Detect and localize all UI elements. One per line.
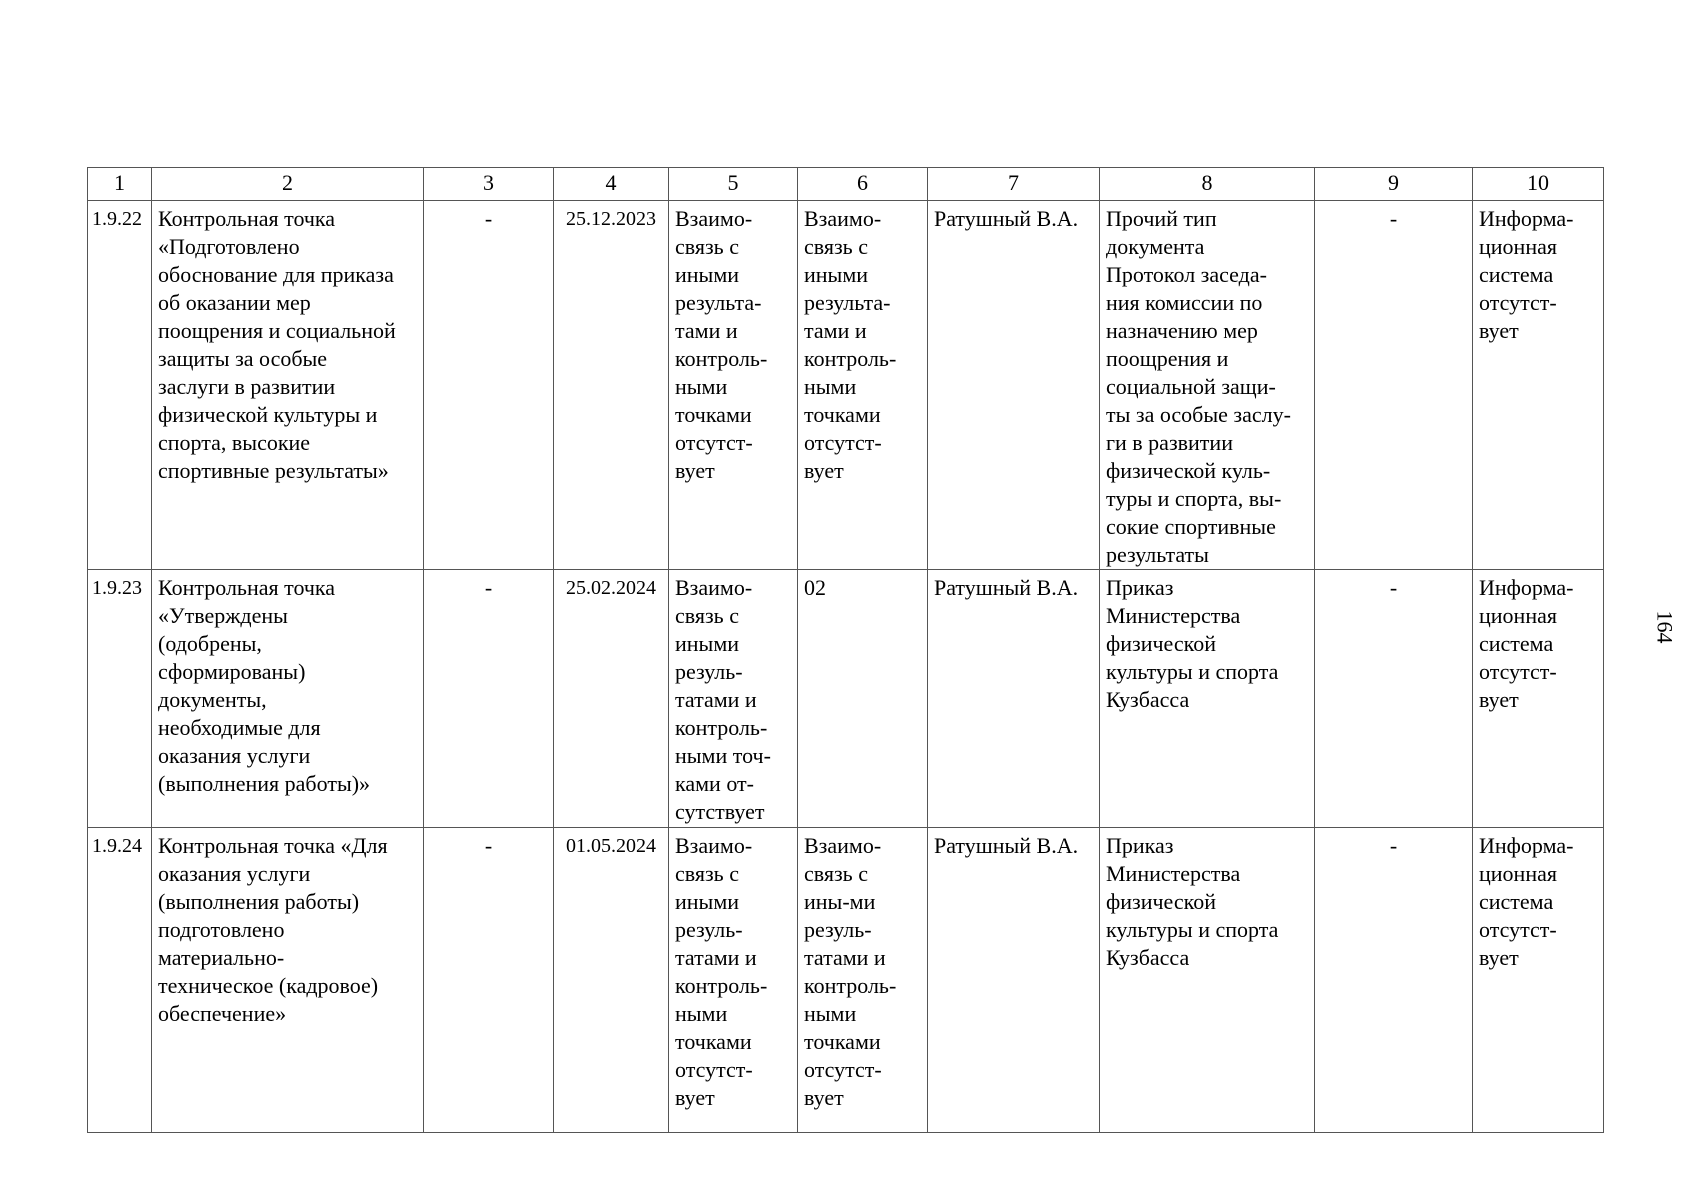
header-row <box>88 168 1604 201</box>
column-header-8: 8 <box>1100 168 1315 201</box>
row-number: 1.9.23 <box>88 570 152 828</box>
table-row <box>88 201 1604 570</box>
document-type: Приказ Министерства физической культуры и спорта Кузбасса <box>1100 570 1315 828</box>
document-type: Приказ Министерства физической культуры и спорта Кузбасса <box>1100 828 1315 1133</box>
cell-col9: - <box>1315 828 1473 1133</box>
column-header-10: 10 <box>1473 168 1604 201</box>
control-point-name: Контрольная точка «Подготовлено обоснование для приказа об оказании мер поощрения и социальной защиты за особые заслуги в развитии физической культуры и спорта, высокие спортивные результаты» <box>152 201 424 570</box>
cell-col6: 02 <box>798 570 928 828</box>
deadline-date: 25.02.2024 <box>554 570 669 828</box>
column-header-2: 2 <box>152 168 424 201</box>
row-number: 1.9.24 <box>88 828 152 1133</box>
responsible-person: Ратушный В.А. <box>928 570 1100 828</box>
control-point-name: Контрольная точка «Для оказания услуги (выполнения работы) подготовлено материально- техническое (кадровое) обеспечение» <box>152 828 424 1133</box>
row-number: 1.9.22 <box>88 201 152 570</box>
column-header-7: 7 <box>928 168 1100 201</box>
cell-col6: Взаимо- связь с ины-ми резуль- татами и контроль- ными точками отсутст- вует <box>798 828 928 1133</box>
cell-col5: Взаимо- связь с иными результа- тами и контроль- ными точками отсутст- вует <box>669 201 798 570</box>
cell-col6: Взаимо- связь с иными результа- тами и контроль- ными точками отсутст- вует <box>798 201 928 570</box>
column-header-6: 6 <box>798 168 928 201</box>
cell-col9: - <box>1315 570 1473 828</box>
information-system: Информа- ционная система отсутст- вует <box>1473 570 1604 828</box>
cell-col5: Взаимо- связь с иными резуль- татами и контроль- ными точ- ками от- сутствует <box>669 570 798 828</box>
column-header-3: 3 <box>424 168 554 201</box>
cell-col9: - <box>1315 201 1473 570</box>
document-type: Прочий тип документа Протокол заседа- ния комиссии по назначению мер поощрения и социальной защи- ты за особые заслу- ги в развитии физической куль- туры и спорта, вы- сокие спортивные результаты <box>1100 201 1315 570</box>
responsible-person: Ратушный В.А. <box>928 828 1100 1133</box>
column-header-1: 1 <box>88 168 152 201</box>
table-row <box>88 570 1604 828</box>
cell-col3: - <box>424 828 554 1133</box>
information-system: Информа- ционная система отсутст- вует <box>1473 828 1604 1133</box>
table-row <box>88 828 1604 1133</box>
control-point-name: Контрольная точка «Утверждены (одобрены, сформированы) документы, необходимые для оказания услуги (выполнения работы)» <box>152 570 424 828</box>
column-header-4: 4 <box>554 168 669 201</box>
information-system: Информа- ционная система отсутст- вует <box>1473 201 1604 570</box>
cell-col3: - <box>424 570 554 828</box>
deadline-date: 25.12.2023 <box>554 201 669 570</box>
column-header-5: 5 <box>669 168 798 201</box>
page-number: 164 <box>1652 610 1678 644</box>
cell-col3: - <box>424 201 554 570</box>
responsible-person: Ратушный В.А. <box>928 201 1100 570</box>
cell-col5: Взаимо- связь с иными резуль- татами и контроль- ными точками отсутст- вует <box>669 828 798 1133</box>
deadline-date: 01.05.2024 <box>554 828 669 1133</box>
control-points-table <box>87 167 1604 1133</box>
column-header-9: 9 <box>1315 168 1473 201</box>
